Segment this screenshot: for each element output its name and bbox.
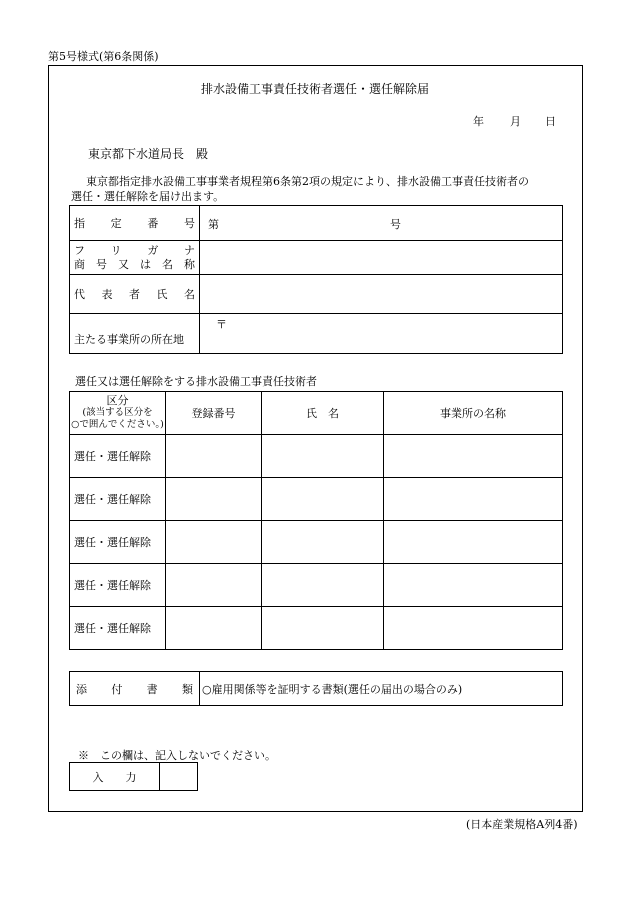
reg-number-cell[interactable]	[166, 521, 262, 564]
date-month: 月	[510, 115, 521, 128]
applicant-table	[69, 205, 563, 354]
table-row	[70, 435, 563, 478]
office-use-note: ※ この欄は、記入しないでください。	[78, 749, 276, 762]
category-cell[interactable]: 選任・選任解除	[70, 607, 166, 650]
input-box[interactable]	[160, 763, 198, 791]
office-cell[interactable]	[384, 521, 563, 564]
reg-number-cell[interactable]	[166, 435, 262, 478]
office-cell[interactable]	[384, 435, 563, 478]
number-suffix: 号	[390, 218, 401, 231]
date-year: 年	[473, 115, 484, 128]
header-name: 氏 名	[262, 392, 384, 435]
designation-number-field[interactable]	[200, 206, 563, 241]
name-cell[interactable]	[262, 607, 384, 650]
name-cell[interactable]	[262, 521, 384, 564]
representative-label: 代 表 者 氏 名	[70, 275, 200, 314]
category-cell[interactable]: 選任・選任解除	[70, 478, 166, 521]
name-cell[interactable]	[262, 478, 384, 521]
attachments-value: ○雇用関係等を証明する書類(選任の届出の場合のみ)	[200, 672, 563, 706]
header-reg-number: 登録番号	[166, 392, 262, 435]
attachments-label: 添 付 書 類	[70, 672, 200, 706]
office-address-field[interactable]	[200, 314, 563, 354]
input-box-table	[69, 762, 198, 791]
header-category: 区分 (該当する区分を ○で囲んでください。)	[70, 392, 166, 435]
header-office: 事業所の名称	[384, 392, 563, 435]
number-prefix: 第	[208, 218, 219, 231]
trade-name-label: フ リ ガ ナ 商 号 又 は 名 称	[70, 241, 200, 275]
postal-mark: 〒	[216, 318, 227, 331]
addressee: 東京都下水道局長 殿	[88, 147, 209, 161]
engineers-table	[69, 391, 563, 650]
category-cell[interactable]: 選任・選任解除	[70, 564, 166, 607]
office-cell[interactable]	[384, 607, 563, 650]
representative-field[interactable]	[200, 275, 563, 314]
table-row	[70, 607, 563, 650]
table-row	[70, 478, 563, 521]
category-cell[interactable]: 選任・選任解除	[70, 435, 166, 478]
office-cell[interactable]	[384, 478, 563, 521]
form-id: 第5号様式(第6条関係)	[48, 50, 159, 63]
office-address-label: 主たる事業所の所在地	[70, 314, 200, 354]
name-cell[interactable]	[262, 435, 384, 478]
reg-number-cell[interactable]	[166, 607, 262, 650]
reg-number-cell[interactable]	[166, 478, 262, 521]
body-line-1: 東京都指定排水設備工事事業者規程第6条第2項の規定により、排水設備工事責任技術者の	[86, 175, 529, 188]
input-label: 入 力	[70, 763, 160, 791]
body-line-2: 選任・選任解除を届け出ます。	[71, 190, 225, 203]
category-cell[interactable]: 選任・選任解除	[70, 521, 166, 564]
attachments-table	[69, 671, 563, 706]
office-cell[interactable]	[384, 564, 563, 607]
reg-number-cell[interactable]	[166, 564, 262, 607]
trade-name-field[interactable]	[200, 241, 563, 275]
section-heading: 選任又は選任解除をする排水設備工事責任技術者	[75, 375, 317, 388]
designation-number-label: 指 定 番 号	[70, 206, 200, 241]
table-row	[70, 521, 563, 564]
paper-size-note: (日本産業規格A列4番)	[466, 818, 578, 831]
date-day: 日	[545, 115, 556, 128]
name-cell[interactable]	[262, 564, 384, 607]
form-title: 排水設備工事責任技術者選任・選任解除届	[200, 82, 429, 96]
table-row	[70, 564, 563, 607]
